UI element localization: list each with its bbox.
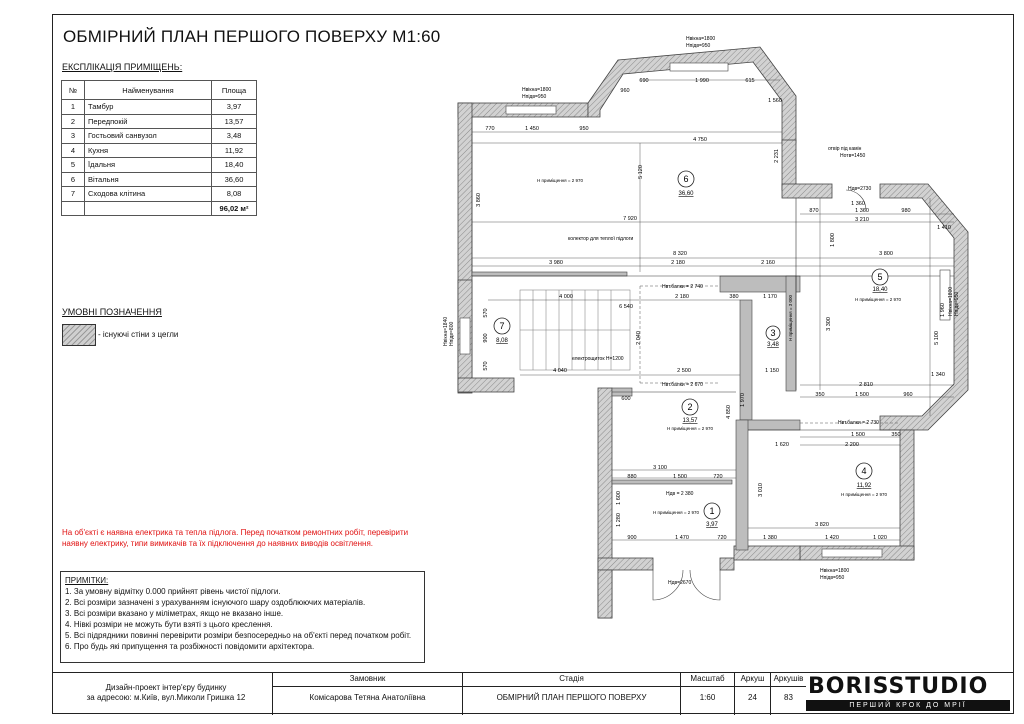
dim: 4 750	[693, 137, 707, 143]
dim: 1 800	[830, 233, 836, 247]
room-number: 2	[687, 402, 693, 412]
room-numbers	[499, 174, 882, 516]
beam-lines	[640, 286, 900, 423]
stage-label: Стадія	[463, 674, 680, 687]
dim: 1 150	[765, 368, 779, 374]
fireplace-height: Hотв=1450	[840, 153, 866, 159]
dim: 980	[901, 208, 911, 214]
room-height: H приміщення = 3 000	[788, 295, 793, 341]
dim: 2 180	[671, 260, 685, 266]
window-height: Hвікна=1800	[686, 36, 716, 42]
window-sill: Hпідв=950	[820, 575, 845, 581]
row-name: Передпокій	[85, 114, 212, 129]
row-number: 4	[62, 143, 85, 158]
dim: 4 850	[726, 405, 732, 419]
dim: 870	[809, 208, 819, 214]
room-height: H приміщення = 2 970	[653, 510, 699, 515]
dim: 3 300	[826, 317, 832, 331]
dim: 720	[713, 474, 723, 480]
dim: 1 500	[673, 474, 687, 480]
project-line: Дизайн-проект інтер'єру будинку	[105, 683, 227, 692]
window-height: Hвікна=1800	[522, 87, 552, 93]
beam-height: Hвт.балки = 2 730	[838, 420, 879, 426]
dim: 1 380	[763, 535, 777, 541]
dim: 3 210	[855, 217, 869, 223]
window-height: Hвікна=1800	[948, 286, 954, 316]
dim: 1 470	[675, 535, 689, 541]
dim: 4 000	[559, 294, 573, 300]
dim: 2 040	[636, 331, 642, 345]
dim: 960	[620, 88, 630, 94]
room-number: 1	[709, 506, 715, 516]
dim: 690	[639, 78, 649, 84]
dim: 900	[483, 333, 489, 343]
dim: 3 100	[653, 465, 667, 471]
note-item: 6. Про будь які припущення та розбіжності повідомити архітектора.	[65, 642, 315, 651]
dim: 1 420	[825, 535, 839, 541]
dim: 1 500	[855, 392, 869, 398]
logo-tagline: ПЕРШИЙ КРОК ДО МРІЇ	[806, 700, 1010, 711]
row-number: 2	[62, 114, 85, 129]
room-number: 7	[499, 321, 505, 331]
interior-walls	[472, 272, 800, 550]
client-value: Комісарова Тетяна Анатоліївна	[309, 693, 426, 702]
door-height: Hдв=2670	[668, 580, 692, 586]
room-area: 13,57	[682, 418, 698, 424]
dim: 3 860	[476, 193, 482, 207]
collector-note: колектор для теплої підлоги	[568, 236, 634, 242]
total-area: 96,02 м²	[212, 201, 257, 216]
dim: 960	[903, 392, 913, 398]
window-sill: Hпідв=950	[522, 94, 547, 100]
col-header-name: Найменування	[85, 81, 212, 100]
legend-heading: УМОВНІ ПОЗНАЧЕННЯ	[62, 307, 162, 317]
dim: 1 960	[940, 303, 946, 317]
door-height: Hдв = 2 380	[666, 491, 694, 497]
window-sill: Hпідв=950	[686, 43, 711, 49]
dim: 350	[815, 392, 825, 398]
dim: 1 020	[873, 535, 887, 541]
room-number: 4	[861, 466, 867, 476]
sheets-label: Аркушів	[771, 674, 806, 687]
row-number: 7	[62, 187, 85, 202]
dim: 2 810	[859, 382, 873, 388]
dim: 3 010	[758, 483, 764, 497]
room-heights	[537, 178, 901, 515]
dim: 1 970	[740, 393, 746, 407]
dim: 570	[483, 308, 489, 318]
sheets-cell	[770, 673, 806, 715]
note-item: 2. Всі розміри зазначені з урахуванням існуючого шару оздоблюючих матеріалів.	[65, 598, 366, 607]
notes-heading: ПРИМІТКИ:	[65, 576, 109, 585]
dim: 900	[627, 535, 637, 541]
dim: 1 360	[851, 201, 865, 207]
row-number: 1	[62, 100, 85, 115]
window-height: Hвікна=1800	[820, 568, 850, 574]
room-area: 11,92	[856, 483, 872, 489]
room-number: 6	[683, 174, 689, 184]
room-number: 5	[877, 272, 883, 282]
room-area: 18,40	[872, 287, 888, 293]
dim: 2 231	[774, 149, 780, 163]
dim: 1 280	[616, 513, 622, 527]
dim: 7 920	[623, 216, 637, 222]
dim: 720	[717, 535, 727, 541]
dimension-values	[476, 78, 951, 541]
note-item: 3. Всі розміри вказано у міліметрах, якщо не вказано інше.	[65, 609, 284, 618]
dim: 1 500	[851, 432, 865, 438]
project-description	[66, 683, 266, 703]
row-number: 5	[62, 158, 85, 173]
dim: 770	[485, 126, 495, 132]
room-markers	[494, 171, 888, 519]
dim: 570	[483, 361, 489, 371]
room-height: H приміщення = 2 970	[667, 426, 713, 431]
dim: 1 170	[763, 294, 777, 300]
dim: 600	[621, 396, 631, 402]
col-header-area: Площа	[212, 81, 257, 100]
room-number: 3	[770, 328, 776, 338]
dim: 5 120	[638, 165, 644, 179]
dim: 1 600	[616, 491, 622, 505]
dim: 1 560	[768, 98, 782, 104]
dim: 615	[745, 78, 755, 84]
dim: 2 180	[675, 294, 689, 300]
dim: 950	[579, 126, 589, 132]
dim: 8 320	[673, 251, 687, 257]
dim: 5 100	[934, 331, 940, 345]
room-height: H приміщення = 2 970	[855, 297, 901, 302]
door-height: Hдв=2730	[848, 186, 872, 192]
dim: 1 450	[525, 126, 539, 132]
beam-height: Hвт.балки = 2 670	[662, 382, 703, 388]
scale-label: Масштаб	[681, 674, 734, 687]
note-item: 1. За умовну відмітку 0.000 прийнят рівень чистої підлоги.	[65, 587, 281, 596]
room-area: 3,48	[767, 342, 779, 348]
client-label: Замовник	[273, 674, 462, 687]
stage-value: ОБМІРНИЙ ПЛАН ПЕРШОГО ПОВЕРХУ	[496, 693, 647, 702]
dim: 2 500	[677, 368, 691, 374]
legend-wall-text: - існуючі стіни з цегли	[98, 330, 179, 339]
row-name: Вітальня	[85, 172, 212, 187]
room-height: H приміщення = 2 970	[841, 492, 887, 497]
row-area: 18,40	[212, 158, 257, 173]
scale-cell	[680, 673, 734, 715]
row-area: 3,48	[212, 129, 257, 144]
dim: 2 200	[845, 442, 859, 448]
sheets-value: 83	[784, 693, 793, 702]
col-header-number: №	[62, 81, 85, 100]
sheet-cell	[734, 673, 770, 715]
dim: 1 360	[855, 208, 869, 214]
dim: 4 040	[553, 368, 567, 374]
stage-cell	[462, 673, 680, 715]
client-cell	[272, 673, 462, 715]
row-name: Кухня	[85, 143, 212, 158]
row-name: Гостьовий санвузол	[85, 129, 212, 144]
studio-logo	[806, 674, 1012, 712]
note-item: 4. Нівкі розміри не можуть бути взяті з цього креслення.	[65, 620, 273, 629]
dimension-lines	[472, 80, 954, 540]
dim: 380	[729, 294, 739, 300]
dim: 350	[891, 432, 901, 438]
fireplace-note: отвір під камін	[828, 146, 862, 152]
row-area: 36,60	[212, 172, 257, 187]
plan-annotations	[443, 36, 960, 586]
dim: 2 160	[761, 260, 775, 266]
dim: 1 990	[695, 78, 709, 84]
row-name: Сходова клітина	[85, 187, 212, 202]
dim: 3 800	[879, 251, 893, 257]
window-sill: Hпідв=800	[449, 321, 455, 346]
window-height: Hвікна=1840	[443, 316, 449, 346]
window-sill: Hпідв=950	[954, 291, 960, 316]
note-item: 5. Всі підрядники повинні перевірити розміри безпосередньо на об'єкті перед початком робіт.	[65, 631, 412, 640]
room-area: 3,97	[706, 522, 718, 528]
row-number: 3	[62, 129, 85, 144]
scale-value: 1:60	[699, 693, 716, 702]
dim: 1 340	[931, 372, 945, 378]
explication-heading: ЕКСПЛІКАЦІЯ ПРИМІЩЕНЬ:	[62, 62, 183, 72]
row-area: 8,08	[212, 187, 257, 202]
beam-height: Hвт.балки = 2 740	[662, 284, 703, 290]
electric-panel-note: електрощиток H=1200	[572, 356, 624, 362]
room-area: 8,08	[496, 338, 508, 344]
exterior-walls	[458, 47, 968, 618]
room-outlines	[472, 198, 954, 430]
dim: 1 620	[775, 442, 789, 448]
project-line: за адресою: м.Київ, вул.Миколи Гришка 12	[86, 693, 246, 702]
warning-note: На об'єкті є наявна електрика та тепла підлога. Перед початком ремонтних робіт, перевірити наявну електрику, типи вимикачів та їх підключення до наявних виводів освітлення.	[62, 528, 409, 548]
dim: 3 820	[815, 522, 829, 528]
row-number: 6	[62, 172, 85, 187]
row-area: 11,92	[212, 143, 257, 158]
dim: 3 980	[549, 260, 563, 266]
row-name: Їдальня	[85, 158, 212, 173]
sheet-label: Аркуш	[735, 674, 770, 687]
row-area: 3,97	[212, 100, 257, 115]
room-area: 36,60	[678, 191, 694, 197]
dim: 880	[627, 474, 637, 480]
sheet-value: 24	[748, 693, 757, 702]
dim: 1 410	[937, 225, 951, 231]
sheet-title: ОБМІРНИЙ ПЛАН ПЕРШОГО ПОВЕРХУ М1:60	[63, 27, 441, 46]
row-area: 13,57	[212, 114, 257, 129]
logo-name: BORISSTUDIO	[808, 674, 989, 699]
dim: 6 540	[619, 304, 633, 310]
room-height: H приміщення = 2 970	[537, 178, 583, 183]
row-name: Тамбур	[85, 100, 212, 115]
